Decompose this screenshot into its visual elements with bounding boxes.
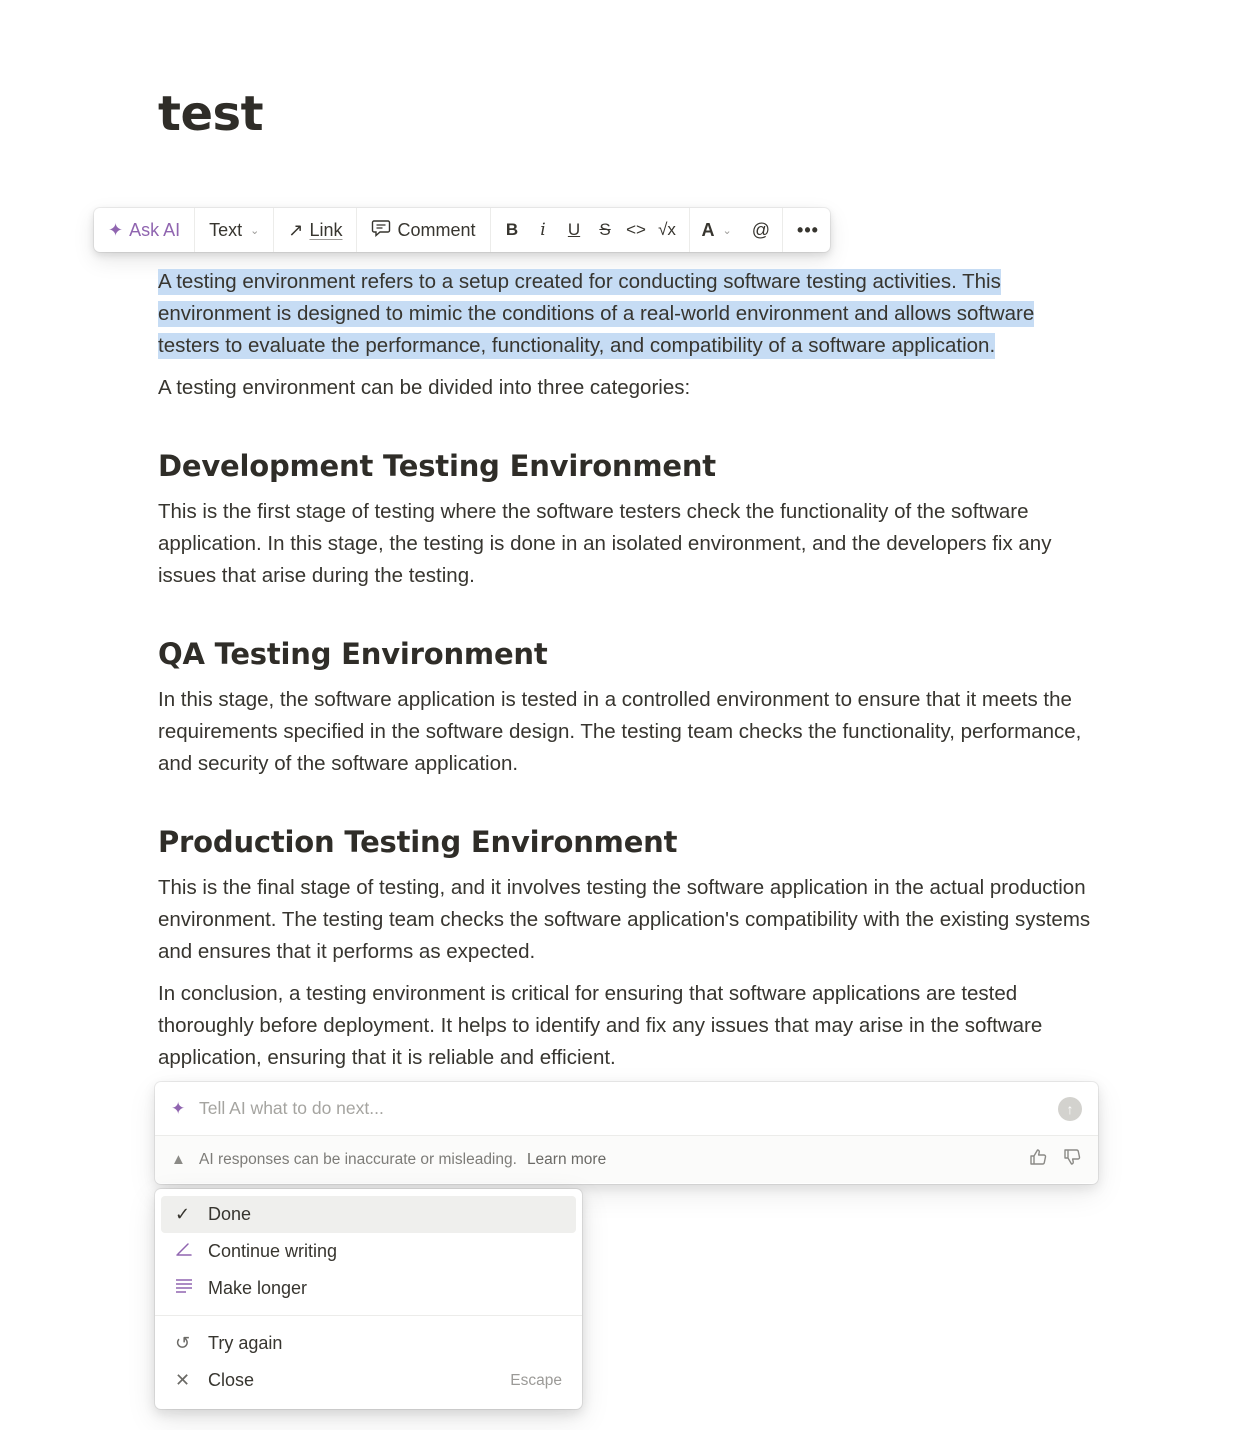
toolbar-group-color bbox=[690, 208, 784, 252]
section-heading-qa[interactable]: QA Testing Environment bbox=[158, 637, 548, 671]
arrow-up-right-icon: ↗ bbox=[288, 219, 304, 240]
escape-shortcut: Escape bbox=[510, 1371, 562, 1389]
intro-paragraph[interactable] bbox=[158, 266, 1098, 362]
mention-button[interactable]: @ bbox=[751, 219, 771, 240]
chevron-down-icon: ⌄ bbox=[722, 224, 732, 237]
link-button[interactable] bbox=[284, 215, 346, 245]
learn-more-link[interactable]: Learn more bbox=[526, 1150, 607, 1168]
menu-divider bbox=[155, 1315, 582, 1316]
check-icon: ✓ bbox=[175, 1204, 191, 1224]
text-type-label: Text bbox=[209, 219, 243, 240]
text-color-label: A bbox=[701, 219, 715, 240]
toolbar-group-ai bbox=[94, 208, 195, 252]
close-icon: ✕ bbox=[175, 1370, 191, 1390]
lines-icon bbox=[175, 1278, 208, 1299]
section-body-development[interactable]: This is the first stage of testing where the software testers check the functionality of the software application. In this stage, the testing is done in an isolated environment, and the developers fix any issues that arise during the testing. bbox=[158, 500, 1052, 587]
menu-item-close[interactable] bbox=[161, 1362, 576, 1399]
section-heading-development[interactable]: Development Testing Environment bbox=[158, 449, 716, 483]
ai-disclaimer-row bbox=[155, 1136, 1098, 1183]
menu-item-label: Make longer bbox=[208, 1278, 308, 1298]
feedback-buttons bbox=[1028, 1147, 1082, 1173]
italic-button[interactable]: i bbox=[540, 220, 546, 240]
send-button[interactable] bbox=[1058, 1097, 1082, 1121]
warning-icon: ▲ bbox=[171, 1151, 186, 1168]
menu-item-continue-writing[interactable] bbox=[161, 1233, 576, 1270]
code-button[interactable]: <> bbox=[626, 220, 646, 239]
more-options-button[interactable]: ••• bbox=[797, 219, 819, 240]
undo-icon: ↺ bbox=[175, 1333, 191, 1353]
toolbar-group-format bbox=[491, 208, 690, 252]
menu-item-make-longer[interactable] bbox=[161, 1270, 576, 1307]
sparkle-icon: ✦ bbox=[171, 1098, 186, 1118]
toolbar-group-more bbox=[783, 208, 833, 252]
toolbar-group-link bbox=[274, 208, 357, 252]
pen-icon bbox=[175, 1241, 208, 1262]
chevron-down-icon: ⌄ bbox=[250, 224, 260, 237]
ai-suggestion-menu bbox=[155, 1189, 582, 1409]
toolbar-group-block bbox=[195, 208, 274, 252]
ask-ai-label: Ask AI bbox=[129, 219, 181, 240]
math-button[interactable]: √x bbox=[658, 220, 676, 239]
section-body-production[interactable]: This is the final stage of testing, and it involves testing the software application in the actual production environment. The testing team checks the software application's compatibility with the existing systems and ensures that it performs as expected. bbox=[158, 876, 1091, 963]
formatting-toolbar bbox=[94, 208, 830, 252]
sparkle-icon: ✦ bbox=[108, 219, 124, 240]
arrow-up-icon: ↑ bbox=[1066, 1100, 1074, 1117]
text-type-dropdown[interactable] bbox=[205, 215, 263, 245]
toolbar-group-comment bbox=[357, 208, 490, 252]
page-title[interactable]: test bbox=[158, 86, 264, 142]
ask-ai-button[interactable] bbox=[104, 215, 184, 245]
categories-paragraph[interactable]: A testing environment can be divided into three categories: bbox=[158, 376, 691, 399]
strikethrough-button[interactable]: S bbox=[599, 220, 611, 239]
ai-disclaimer-text: AI responses can be inaccurate or misleading. bbox=[199, 1150, 517, 1168]
section-heading-production[interactable]: Production Testing Environment bbox=[158, 825, 678, 859]
thumbs-up-icon[interactable] bbox=[1028, 1147, 1048, 1173]
thumbs-down-icon[interactable] bbox=[1062, 1147, 1082, 1173]
menu-item-label: Close bbox=[208, 1370, 255, 1390]
ai-prompt-box bbox=[155, 1082, 1098, 1184]
menu-item-try-again[interactable] bbox=[161, 1325, 576, 1362]
comment-button[interactable] bbox=[367, 215, 479, 245]
ai-prompt-input[interactable] bbox=[199, 1098, 1058, 1119]
menu-item-label: Try again bbox=[208, 1333, 283, 1353]
menu-item-done[interactable] bbox=[161, 1196, 576, 1233]
document-content bbox=[158, 266, 1098, 1074]
link-label: Link bbox=[309, 219, 343, 240]
text-color-dropdown[interactable] bbox=[698, 215, 736, 245]
menu-item-label: Done bbox=[208, 1204, 252, 1224]
menu-item-label: Continue writing bbox=[208, 1241, 338, 1261]
conclusion-paragraph[interactable]: In conclusion, a testing environment is critical for ensuring that software applications are tested thoroughly before deployment. It helps to identify and fix any issues that may arise in the software application, ensuring that it is reliable and efficient. bbox=[158, 982, 1043, 1069]
bold-button[interactable]: B bbox=[505, 220, 519, 239]
selected-text: A testing environment refers to a setup created for conducting software testing activities. This environment is designed to mimic the conditions of a real-world environment and allows software testers to evaluate the performance, functionality, and compatibility of a software application. bbox=[158, 270, 1035, 357]
comment-icon bbox=[371, 219, 391, 242]
underline-button[interactable]: U bbox=[567, 220, 581, 239]
section-body-qa[interactable]: In this stage, the software application is tested in a controlled environment to ensure that it meets the requirements specified in the software design. The testing team checks the functionality, performance, and security of the software application. bbox=[158, 688, 1082, 775]
ai-input-row bbox=[155, 1082, 1098, 1136]
comment-label: Comment bbox=[397, 219, 476, 240]
